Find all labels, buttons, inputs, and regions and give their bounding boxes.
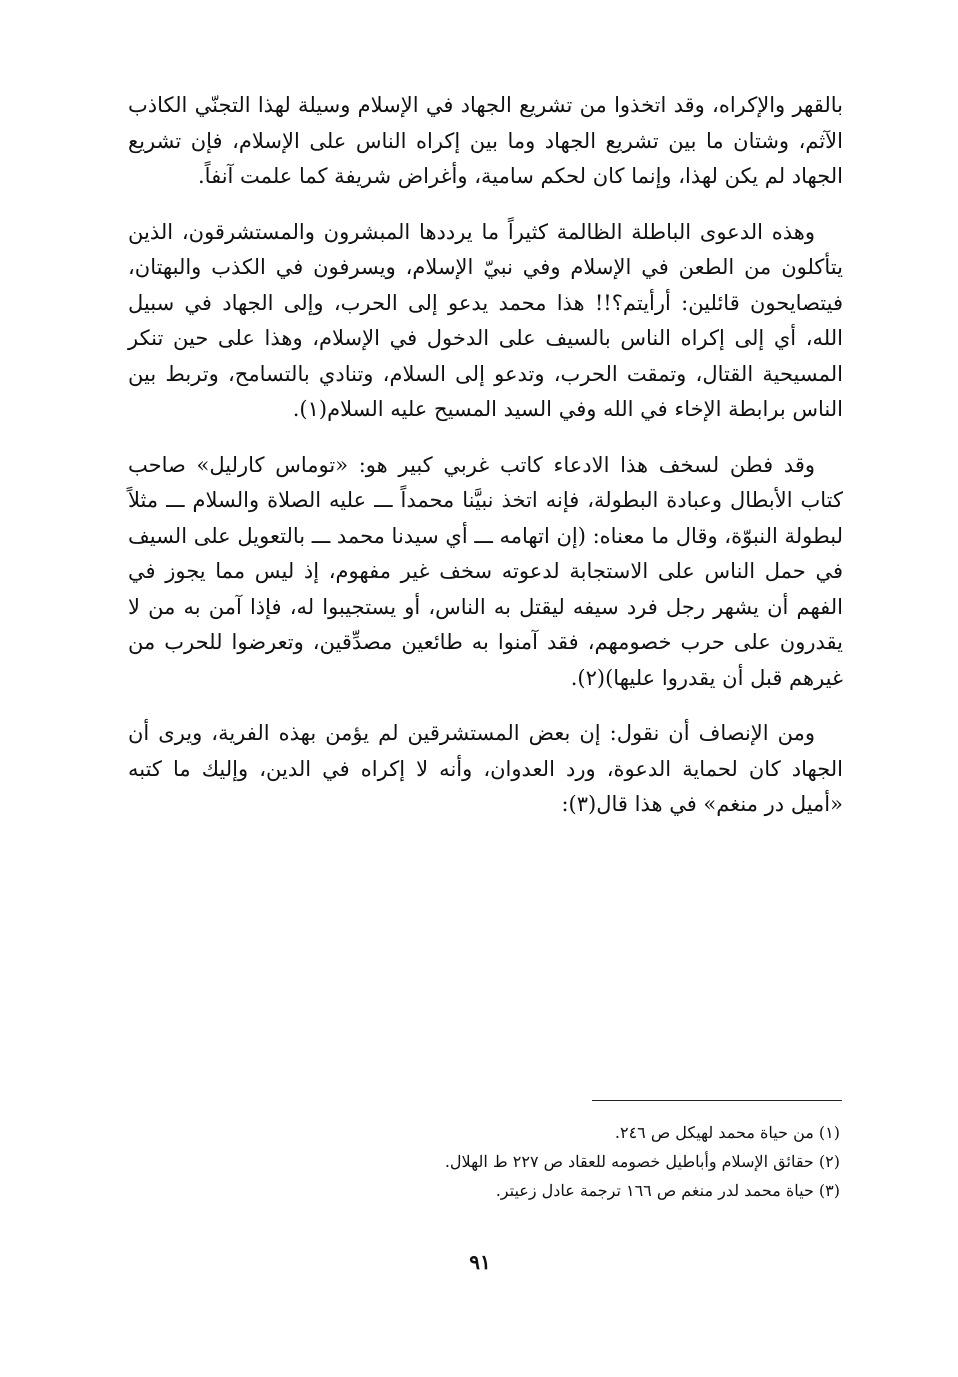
footnote-3: (٣) حياة محمد لدر منغم ص ١٦٦ ترجمة عادل زعيتر. [495,1181,840,1200]
footnote-2: (٢) حقائق الإسلام وأباطيل خصومه للعقاد ص ٢٢٧ ط الهلال. [444,1152,840,1171]
footnote-divider [592,1100,842,1101]
paragraph-3: وقد فطن لسخف هذا الادعاء كاتب غربي كبير هو: «توماس كارليل» صاحب كتاب الأبطال وعبادة البطولة، فإنه اتخذ نبيَّنا محمداً ـــ عليه الصلاة والسلام ـــ مثلاً لبطولة النبوّة، وقال ما معناه: (إن اتهامه ـــ أي سيدنا محمد ـــ بالتعويل على السيف في حمل الناس على الاستجابة لدعوته سخف غير مفهوم، إذ ليس مما يجوز في الفهم أن يشهر رجل فرد سيفه ليقتل به الناس، أو يستجيبوا له، فإذا آمن به من لا يقدرون على حرب خصومهم، فقد آمنوا به طائعين مصدِّقين، وتعرضوا للحرب من غيرهم قبل أن يقدروا عليها)(٢). [128,452,843,690]
footnotes [300,1118,840,1205]
paragraph-2: وهذه الدعوى الباطلة الظالمة كثيراً ما يرددها المبشرون والمستشرقون، الذين يتأكلون من الطعن في الإسلام وفي نبيّ الإسلام، ويسرفون في الكذب والبهتان، فيتصايحون قائلين: أرأيتم؟!! هذا محمد يدعو إلى الحرب، وإلى الجهاد في سبيل الله، أي إلى إكراه الناس بالسيف على الدخول في الإسلام، وهذا على حين تنكر المسيحية القتال، وتمقت الحرب، وتدعو إلى السلام، وتنادي بالتسامح، وتربط بين الناس برابطة الإخاء في الله وفي السيد المسيح عليه السلام(١). [128,219,843,421]
main-text [128,88,843,843]
page-number: ٩١ [469,1250,491,1274]
footnote-1: (١) من حياة محمد لهيكل ص ٢٤٦. [614,1123,840,1142]
paragraph-1: بالقهر والإكراه، وقد اتخذوا من تشريع الجهاد في الإسلام وسيلة لهذا التجنّي الكاذب الآثم، وشتان ما بين تشريع الجهاد وما بين إكراه الناس على الإسلام، فإن تشريع الجهاد لم يكن لهذا، وإنما كان لحكم سامية، وأغراض شريفة كما علمت آنفاً. [128,93,843,188]
paragraph-4: ومن الإنصاف أن نقول: إن بعض المستشرقين لم يؤمن بهذه الفرية، ويرى أن الجهاد كان لحماية الدعوة، ورد العدوان، وأنه لا إكراه في الدين، وإليك ما كتبه «أميل در منغم» في هذا قال(٣): [128,721,843,816]
